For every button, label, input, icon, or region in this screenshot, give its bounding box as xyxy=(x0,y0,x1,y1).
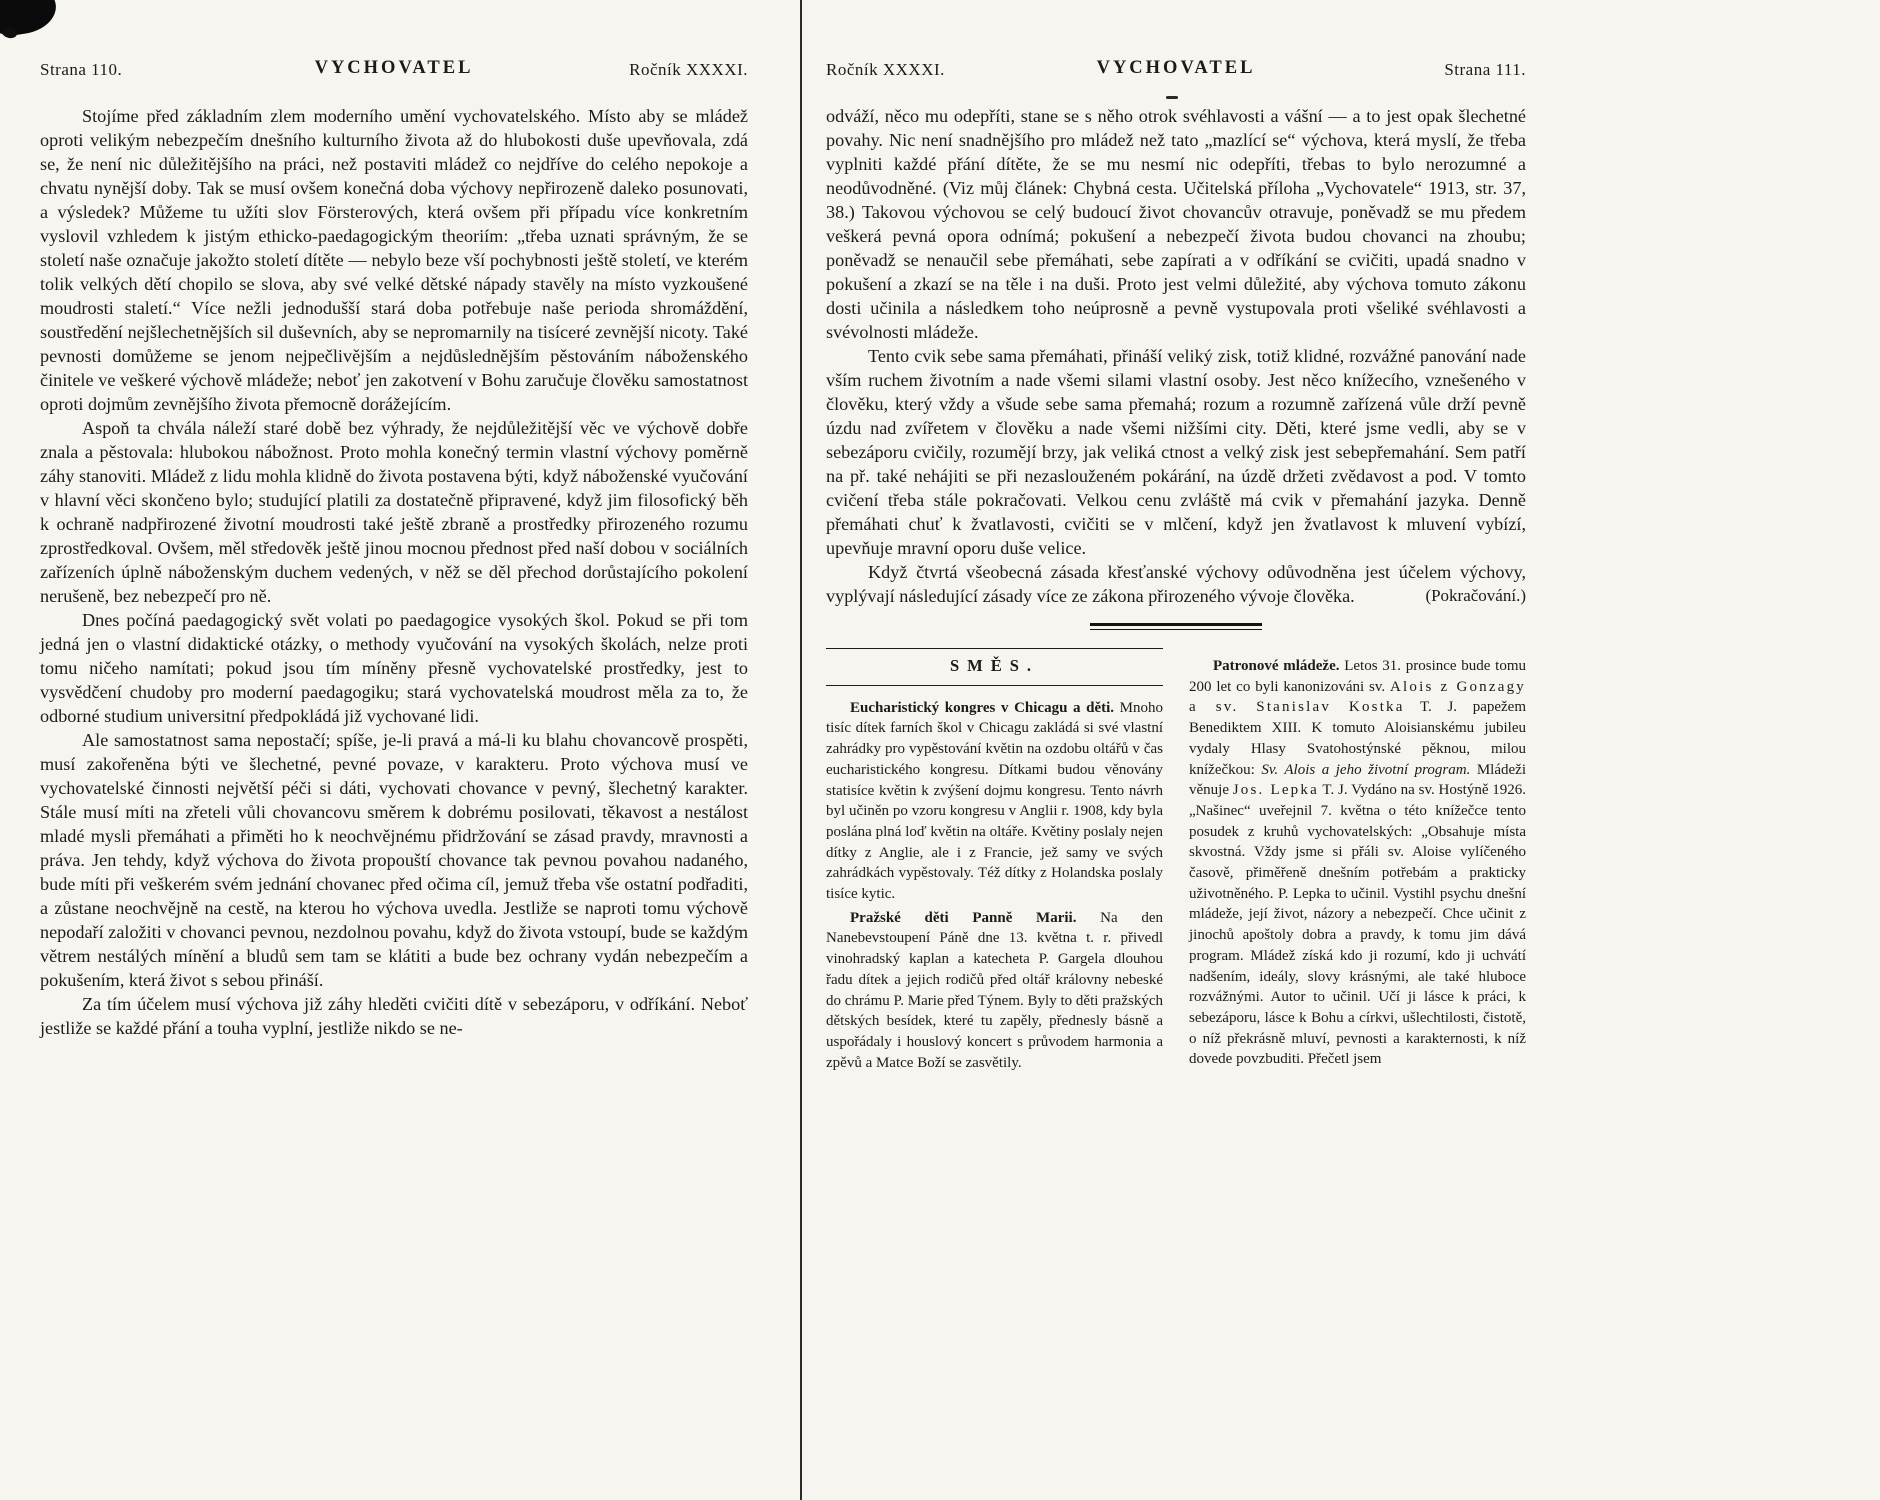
news-item-text: T. J. papežem Benediktem XIII. K tomuto Aloisianskému jubileu vydaly Hlasy Svatohostýnské pěknou, milou knížečkou: xyxy=(1189,699,1526,778)
right-page-number: Strana 111. xyxy=(1444,60,1526,79)
paragraph-text: Když čtvrtá všeobecná zásada křesťanské výchovy odůvodněna jest účelem výchovy, vyplývají následující zásady více ze zákona přirozeného vývoje člověka. xyxy=(826,562,1526,606)
news-item-text: Letos 31. prosince bude tomu 200 let co byli kanonizováni sv. xyxy=(1189,658,1526,695)
left-article-body xyxy=(40,104,748,1040)
paragraph xyxy=(826,560,1526,608)
news-item-text: Mnoho tisíc dítek farních škol v Chicagu zakládá si své vlastní zahrádky pro vypěstování květin na ozdobu oltářů v čas eucharistického kongresu. Dítkami budou věnovány statisíce květin k zvýšení dojmu kongresu. Tento návrh byl učiněn po vzoru kongresu v Anglii r. 1908, kdy byla poslána plná loď květin na oltáře. Květiny poslaly nejen dítky z Anglie, ale i z Francie, jež samy ve svých zahrádkách vypěstovaly. Též dítky z Holandska poslaly tisíce kytic. xyxy=(826,699,1163,903)
news-item-lead: Eucharistický kongres v Chicagu a děti. xyxy=(850,699,1115,716)
spaced-names: Alois z Gonzagy a sv. Stanislav Kostka xyxy=(1189,678,1526,716)
paragraph: odváží, něco mu odepříti, stane se s něho otrok svéhlavosti a vášní — a to jest opak šlechetné povahy. Nic není snadnějšího pro mládež než tato „mazlící se“ výchova, která myslí, že třeba vyplniti každé přání dítěte, že se mu nesmí nic odepříti, třebas to bylo nerozumné a neodůvodněné. (Viz můj článek: Chybná cesta. Učitelská příloha „Vychovatele“ 1913, str. 37, 38.) Takovou výchovou se celý budoucí život chovancův otravuje, poněvadž se mu předem veškerá pevná opora odnímá; pokušení a nebezpečí života budou chovanci na zhoubu; poněvadž se nenaučil sebe přemáhati, sebe zapírati a v odříkání se cvičiti, upadá snadno v pokušení a zkazí se na těle i na duši. Proto jest velmi důležité, aby výchova tomuto zákonu dosti učinila a následkem toho neúprosně a pevně vystupovala proti všeliké svéhlavosti a svévolnosti mládeže. xyxy=(826,106,1526,342)
paragraph: Tento cvik sebe sama přemáhati, přináší veliký zisk, totiž klidné, rozvážné panování nade vším ruchem životním a nade všemi silami vlastní osoby. Jest něco knížecího, vznešeného v člověku, který vždy a všude sebe sama přemahá; rozum a rozumně zařízená vůle drží pevně úzdu nad zvířetem v člověku a nade všemi nižšími city. Děti, které jsme vedli, aby se v sebezáporu cvičily, rozumějí brzy, jak veliká ctnost a velký zisk jest sebepřemahání. Sem patří na př. také nehájiti se při nezaslouženém pokárání, na úzdě držeti zvědavost a pod. V tomto cvičení třeba stále pokračovati. Velkou cenu zvláště má cvik v přemahání jazyka. Denně přemáhati chuť k žvatlavosti, cvičiti se v mlčení, když jen žvatlavost k mluvení vybízí, upevňuje mravní oporu duše velice. xyxy=(826,346,1526,558)
paragraph: Dnes počíná paedagogický svět volati po paedagogice vysokých škol. Pokud se při tom jedná jen o vlastní didaktické otázky, o methody vyučování na vysokých školách, nelze proti tomu ničeho namítati; pokud jsou tím míněny přesně vychovatelské prostředky, jest to vysvědčení chudoby pro moderní paedagogiku; stará vychovatelská moudrost měla za to, že odborné studium universitní předpokládá již vychované lidi. xyxy=(40,610,748,726)
smes-section xyxy=(826,648,1526,1076)
smes-heading-block xyxy=(826,648,1163,686)
news-column-right xyxy=(1189,648,1526,1076)
continuation-note: (Pokračování.) xyxy=(1425,586,1526,605)
right-page xyxy=(826,58,1526,1076)
right-volume-label: Ročník XXXXI. xyxy=(826,60,945,79)
paragraph: Za tím účelem musí výchova již záhy hleděti cvičiti dítě v sebezáporu, v odříkání. Neboť jestliže se každé přání a touha vyplní, jestliže nikdo se ne- xyxy=(40,994,748,1038)
news-item-text: Na den Nanebevstoupení Páně dne 13. května t. r. přivedl vinohradský kaplan a katecheta P. Gargela dlouhou řadu dítek a jejich rodičů před oltář královny nebeské do chrámu P. Marie před Týnem. Byly to děti pražských dětských besídek, které tu zapěly, přednesly básně a uspořádaly i houslový koncert s průvodem harmonia a zpěvů a Matce Boží se zasvětily. xyxy=(826,909,1163,1071)
smes-rule-bottom xyxy=(826,685,1163,686)
news-item-text: T. J. Vydáno na sv. Hostýně 1926. „Našinec“ uveřejnil 7. května o této knížečce tento posudek z kruhů vychovatelských: „Obsahuje místa skvostná. Vždy jsme si přáli sv. Aloise vylíčeného časově, přiměřeně dnešním potřebám a prakticky uživotněného. P. Lepka to učinil. Vystihl psychu dnešní mládeže, její život, názory a nebezpečí. Chce učinit z jinochů apoštoly dobra a pravdy, k tomu jim dává program. Mládež získá kdo ji rozumí, kdo ji uchvátí nadšením, ideály, slovy krásnými, ale také hluboce rozvážnými. Autor to učinil. Učí ji lásce k práci, k sebezáporu, lásce k Bohu a církvi, ušlechtilosti, čistotě, o níž překrásně mluví, pevnosti a karakternosti, k níž dovede povzbuditi. Přečetl jsem xyxy=(1189,782,1526,1068)
paragraph: Aspoň ta chvála náleží staré době bez výhrady, že nejdůležitější věc ve výchově dobře znala a pěstovala: hlubokou nábožnost. Proto mohla konečný termin vlastní výchovy poměrně záhy stanoviti. Mládež z lidu mohla klidně do života postavena býti, když náboženské vyučování v hlavní věci skončeno bylo; studující platili za dostatečně připravené, když jim filosofický běh k ochraně nadpřirozené životní moudrosti také ještě zbraně a prostředky přirozeného rozumu zprostředkoval. Ovšem, měl středověk ještě jinou mocnou přednost před naší dobou v sociálních zařízeních úplně náboženským duchem vedených, v něž se děl přechod dorůstajícího pokolení nerušeně, bez nebezpečí pro ně. xyxy=(40,418,748,606)
left-page-header xyxy=(40,58,748,86)
spaced-author-name: Jos. Lepka xyxy=(1232,782,1319,799)
news-item-lead: Patronové mládeže. xyxy=(1213,658,1340,674)
paragraph: Ale samostatnost sama nepostačí; spíše, je-li pravá a má-li ku blahu chovancově prospěti, musí zakořeněna býti ve šlechetné, pevné povaze, v karakteru. Proto výchova musí ve vychovatelské činnosti největší péči si dáti, vychovati chovance v pevný, šlechetný karakter. Stále musí míti na zřeteli vůli chovancovu směrem k dobrému posilovati, těkavost a nestálost mladé mysli přemáhati a přiměti ho k neochvějnému přidržování se zásad pravdy, mravnosti a práva. Jen tehdy, když výchova do života propouští chovance tak pevnou povahou nadaného, bude míti při veškerém svém jednání chovanec před očima cíl, jemuž třeba vše ostatní podřaditi, a zůstane neochvějně na cestě, na kterou ho výchova uvedla. Jestliže se naproti tomu výchově nepodaří založiti v chovanci pevnou, nezdolnou povahu, když do života vstoupí, bude se každým větrem nestálých mínění a bludů sem tam se klátiti a bude bez ochrany vydán nebezpečím a pokušením, která život s sebou přináší. xyxy=(40,730,748,990)
section-end-rule xyxy=(1090,623,1262,630)
news-item xyxy=(1189,656,1526,1070)
smes-title: SMĚS. xyxy=(949,656,1040,675)
news-item xyxy=(826,908,1163,1074)
book-title-italic: Sv. Alois a jeho životní program. xyxy=(1261,761,1471,778)
page-gutter-line xyxy=(800,0,802,1500)
right-page-header xyxy=(826,58,1526,86)
news-item-text: Mládeži věnuje xyxy=(1189,761,1526,799)
news-column-left xyxy=(826,648,1163,1076)
paragraph: Stojíme před základním zlem moderního umění vychovatelského. Místo aby se mládež oproti velikým nebezpečím dnešního kulturního života až do hlubokosti duše upevňovala, zdá se, že není nic důležitějšího na práci, než postaviti mládež co nejdříve do celého nepokoje a chvatu nynější doby. Tak se musí ovšem konečná doba výchovy nepřirozeně daleko posunovati, a výsledek? Můžeme tu užíti slov Försterových, která ovšem při případu více konkretním vyslovil vzhledem k jistým ethicko-paedagogickým theoriím: „třeba uznati správným, že se století naše označuje jakožto století dítěte — nebylo beze vší pochybnosti ještě století, ve kterém tolik velkých dětí chopilo se slova, aby své velké dětské nápady stavěly na místo vyzkoušené moudrosti staletí.“ Více nežli jednodušší stará doba potřebuje naše perioda shromáždění, soustředění nejšlechetnějších sil duševních, aby se nepromarnily na tisíceré zevnější nicoty. Také pevnosti domůžeme se jenom nejpečlivějším a nejdůslednějším pěstováním náboženského činitele ve veškeré výchově mládeže; neboť jen zakotvení v Bohu zaručuje člověku samostatnost oproti dojmům zevnějšího života přemocně dorážejícím. xyxy=(40,106,748,414)
news-item-lead: Pražské děti Panně Marii. xyxy=(850,909,1077,926)
left-page xyxy=(40,58,748,1040)
right-article-body xyxy=(826,104,1526,608)
left-page-number: Strana 110. xyxy=(40,60,123,79)
left-volume-label: Ročník XXXXI. xyxy=(629,60,748,79)
journal-title-right: VYCHOVATEL xyxy=(1096,58,1256,78)
news-item xyxy=(826,698,1163,905)
journal-title-left: VYCHOVATEL xyxy=(314,58,474,78)
